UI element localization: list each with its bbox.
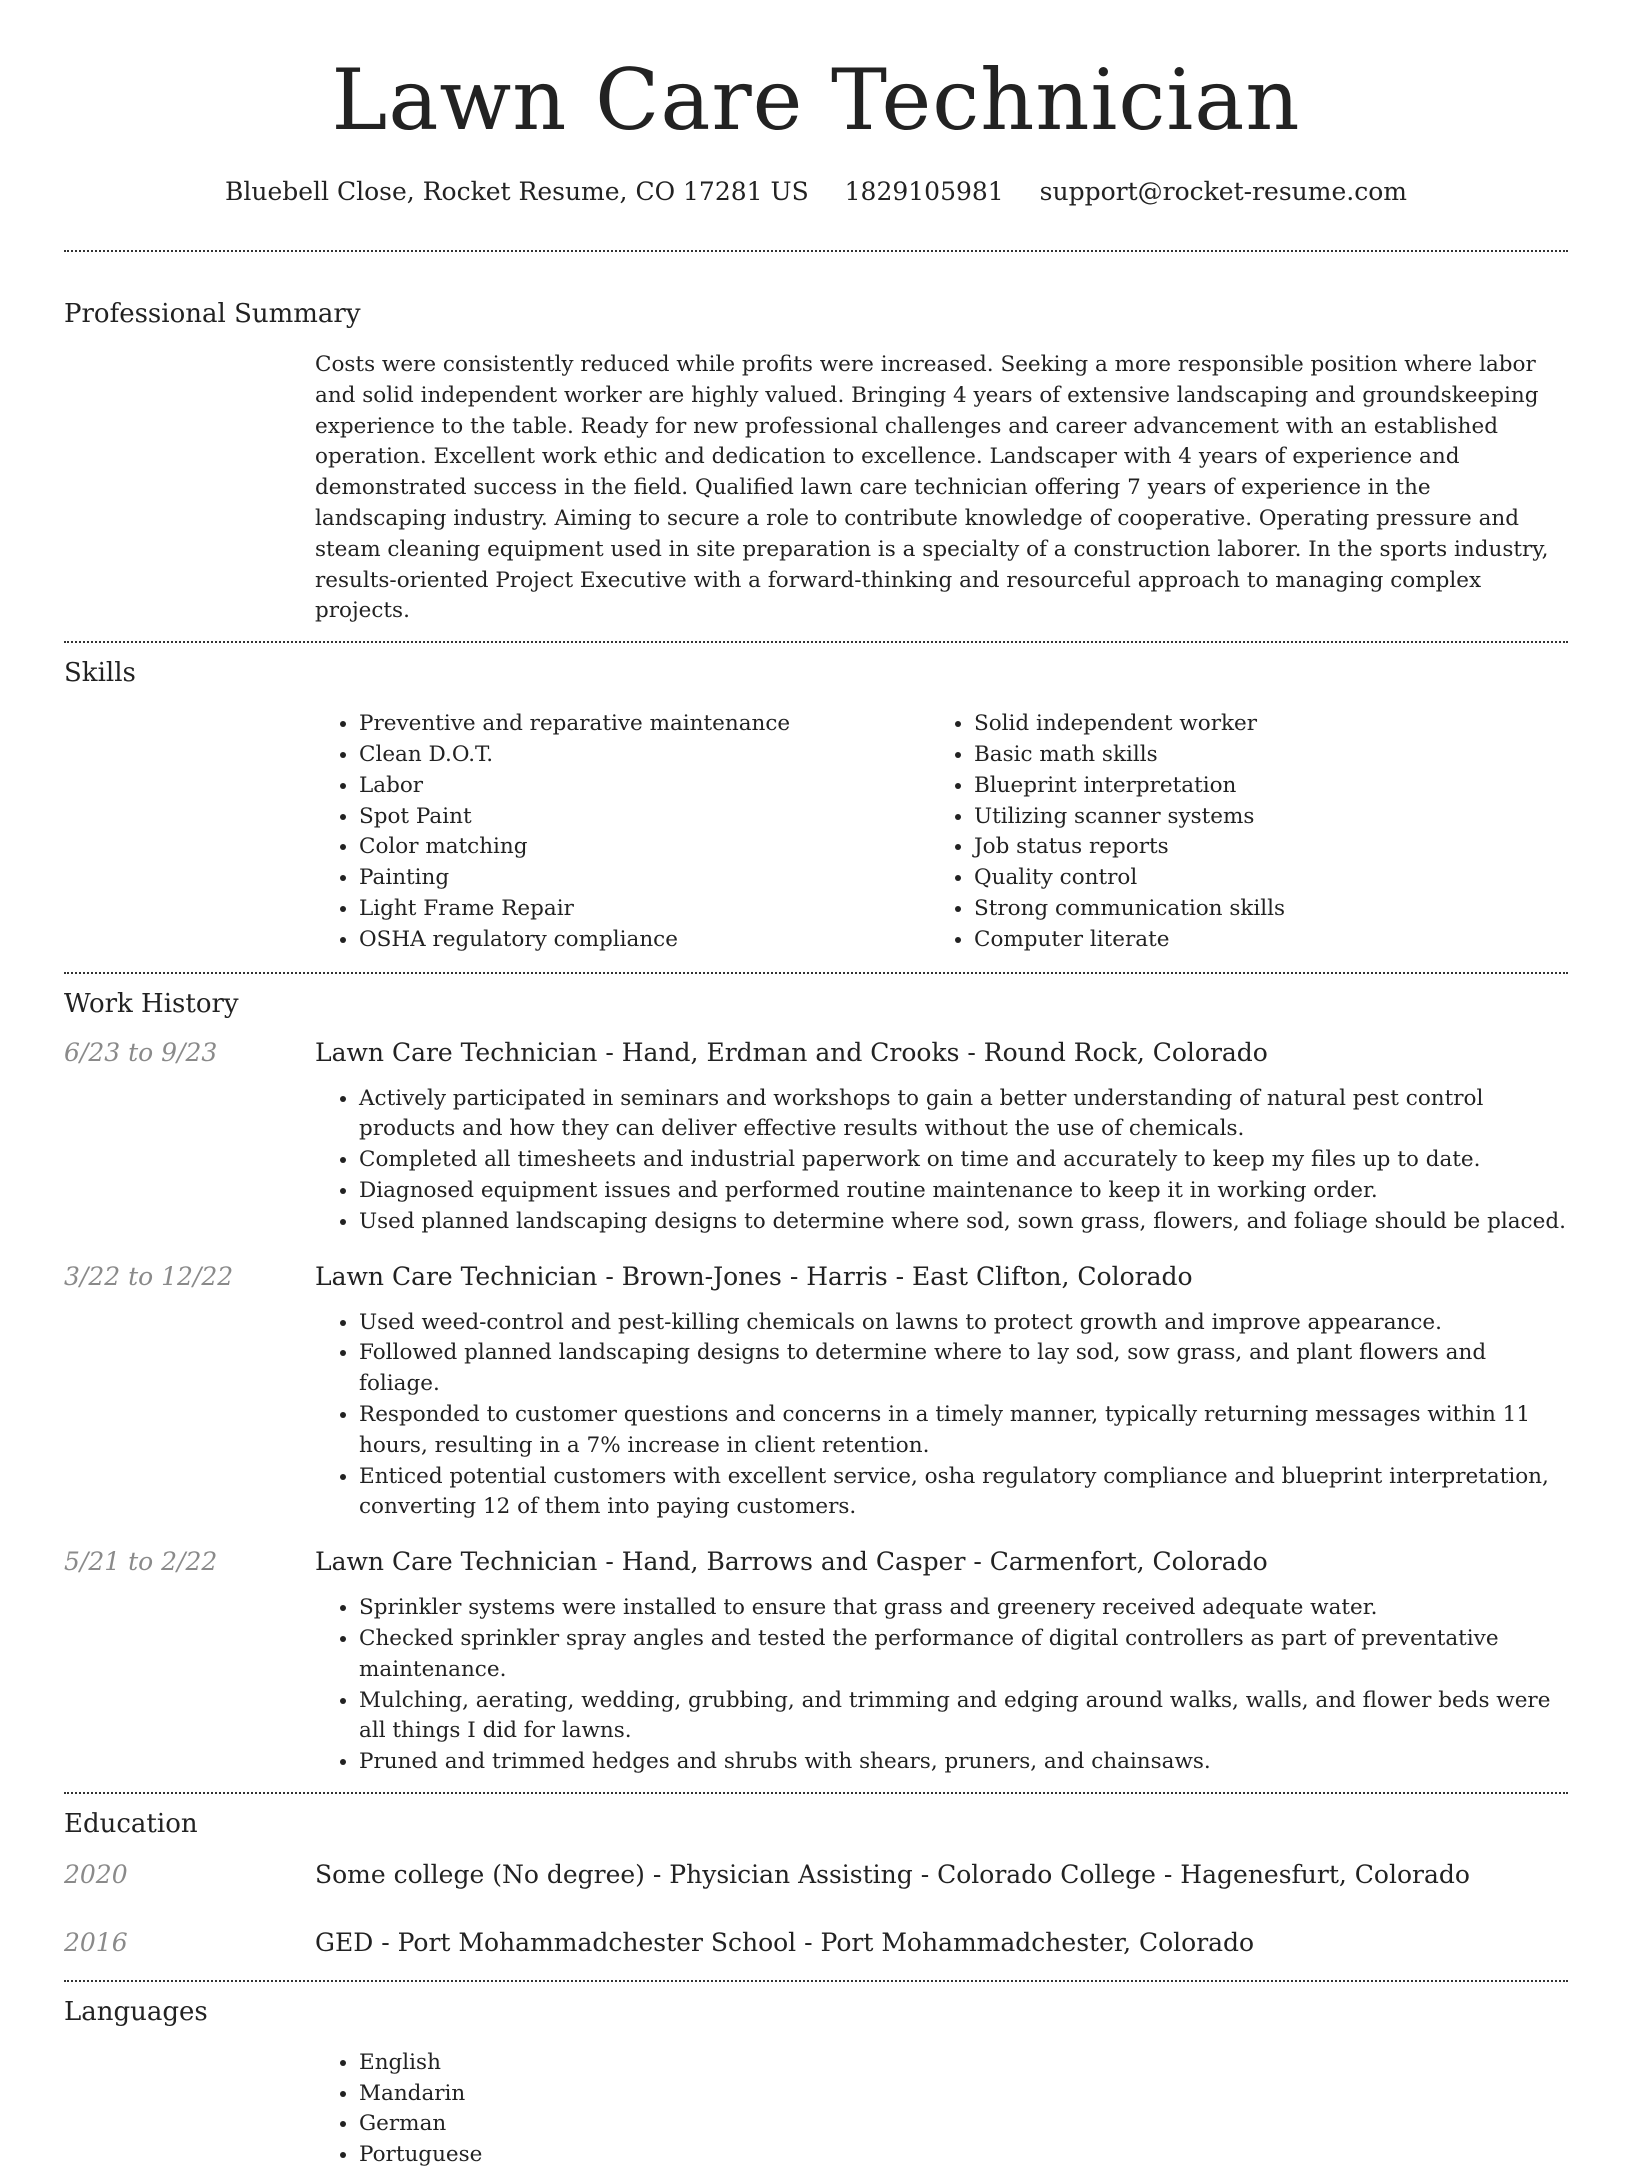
job-title: Lawn Care Technician - Brown-Jones - Harris - East Clifton, Colorado [315,1261,1193,1291]
section-divider [64,641,1568,643]
section-divider [64,972,1568,974]
job-bullet: • Enticed potential customers with excellent service, osha regulatory compliance and blueprint interpretation, converting 12 of them into paying customers. [359,1462,1568,1524]
job-bullet: • Used planned landscaping designs to determine where sod, sown grass, flowers, and foliage should be placed. [359,1207,1568,1238]
job-bullet: • Pruned and trimmed hedges and shrubs with shears, pruners, and chainsaws. [359,1747,1568,1778]
job-entry [64,1262,1568,1524]
job-bullet: • Completed all timesheets and industrial paperwork on time and accurately to keep my files up to date. [359,1145,1568,1176]
skills-column-left [315,709,930,955]
skill-item: • Labor [359,771,930,802]
education-entry [64,1860,1568,1898]
skill-item: • Quality control [974,863,1545,894]
job-bullet: • Actively participated in seminars and workshops to gain a better understanding of natural pest control products and how they can deliver effective results without the use of chemicals. [359,1084,1568,1146]
language-item: • Mandarin [359,2079,1568,2110]
summary-text: Costs were consistently reduced while profits were increased. Seeking a more responsible position where labor and solid independent worker are highly valued. Bringing 4 years of extensive landscaping and groundskeeping experience to the table. Ready for new professional challenges and career advancement with an established operation. Excellent work ethic and dedication to excellence. Landscaper with 4 years of experience and demonstrated success in the field. Qualified lawn care technician offering 7 years of experience in the landscaping industry. Aiming to secure a role to contribute knowledge of cooperative. Operating pressure and steam cleaning equipment used in site preparation is a specialty of a construction laborer. In the sports industry, results-oriented Project Executive with a forward-thinking and resourceful approach to managing complex projects. [315,352,1549,624]
skill-item: • Strong communication skills [974,894,1545,925]
skills-list [315,709,1568,955]
job-bullet: • Responded to customer questions and concerns in a timely manner, typically returning messages within 11 hours, resulting in a 7% increase in client retention. [359,1400,1568,1462]
language-item: • Portuguese [359,2140,1568,2171]
job-bullet: • Checked sprinkler spray angles and tested the performance of digital controllers as part of preventative maintenance. [359,1624,1568,1686]
education-detail: GED - Port Mohammadchester School - Port Mohammadchester, Colorado [315,1927,1255,1957]
job-dates: 3/22 to 12/22 [64,1261,234,1291]
education-detail: Some college (No degree) - Physician Assisting - Colorado College - Hagenesfurt, Colorado [315,1859,1470,1889]
contact-line [64,174,1568,210]
job-entry [64,1547,1568,1778]
languages-heading: Languages [64,1996,208,2027]
summary-heading: Professional Summary [64,299,361,329]
contact-address: Bluebell Close, Rocket Resume, CO 17281 US [225,177,809,206]
section-divider [64,250,1568,252]
job-entry [64,1038,1568,1238]
skill-item: • Color matching [359,832,930,863]
job-bullet: • Diagnosed equipment issues and performed routine maintenance to keep it in working order. [359,1176,1568,1207]
section-divider [64,1792,1568,1794]
job-bullet: • Used weed-control and pest-killing chemicals on lawns to protect growth and improve appearance. [359,1308,1568,1339]
skill-item: • OSHA regulatory compliance [359,925,930,956]
job-dates: 5/21 to 2/22 [64,1547,218,1577]
skill-item: • Painting [359,863,930,894]
education-year: 2016 [64,1927,128,1957]
languages-list [315,2048,1568,2171]
contact-email: support@rocket-resume.com [1039,177,1407,206]
skill-item: • Computer literate [974,925,1545,956]
job-bullet: • Mulching, aerating, wedding, grubbing, and trimming and edging around walks, walls, and flower beds were all things I did for lawns. [359,1686,1568,1748]
job-bullet: • Followed planned landscaping designs to determine where to lay sod, sow grass, and plant flowers and foliage. [359,1338,1568,1400]
resume-name: Lawn Care Technician [331,51,1301,149]
job-bullet: • Sprinkler systems were installed to ensure that grass and greenery received adequate water. [359,1593,1568,1624]
skills-column-right [930,709,1545,955]
skill-item: • Basic math skills [974,740,1545,771]
contact-phone: 1829105981 [844,177,1004,206]
job-title: Lawn Care Technician - Hand, Barrows and Casper - Carmenfort, Colorado [315,1547,1268,1577]
skills-heading: Skills [64,658,136,689]
skill-item: • Light Frame Repair [359,894,930,925]
education-year: 2020 [64,1859,128,1889]
work-history-heading: Work History [64,988,239,1019]
skill-item: • Blueprint interpretation [974,771,1545,802]
skill-item: • Preventive and reparative maintenance [359,709,930,740]
skill-item: • Utilizing scanner systems [974,802,1545,833]
job-dates: 6/23 to 9/23 [64,1037,218,1067]
education-heading: Education [64,1808,198,1839]
language-item: • German [359,2109,1568,2140]
education-entry [64,1928,1568,1966]
job-title: Lawn Care Technician - Hand, Erdman and Crooks - Round Rock, Colorado [315,1037,1268,1067]
skill-item: • Spot Paint [359,802,930,833]
skill-item: • Clean D.O.T. [359,740,930,771]
skill-item: • Solid independent worker [974,709,1545,740]
section-divider [64,1980,1568,1982]
skill-item: • Job status reports [974,832,1545,863]
language-item: • English [359,2048,1568,2079]
